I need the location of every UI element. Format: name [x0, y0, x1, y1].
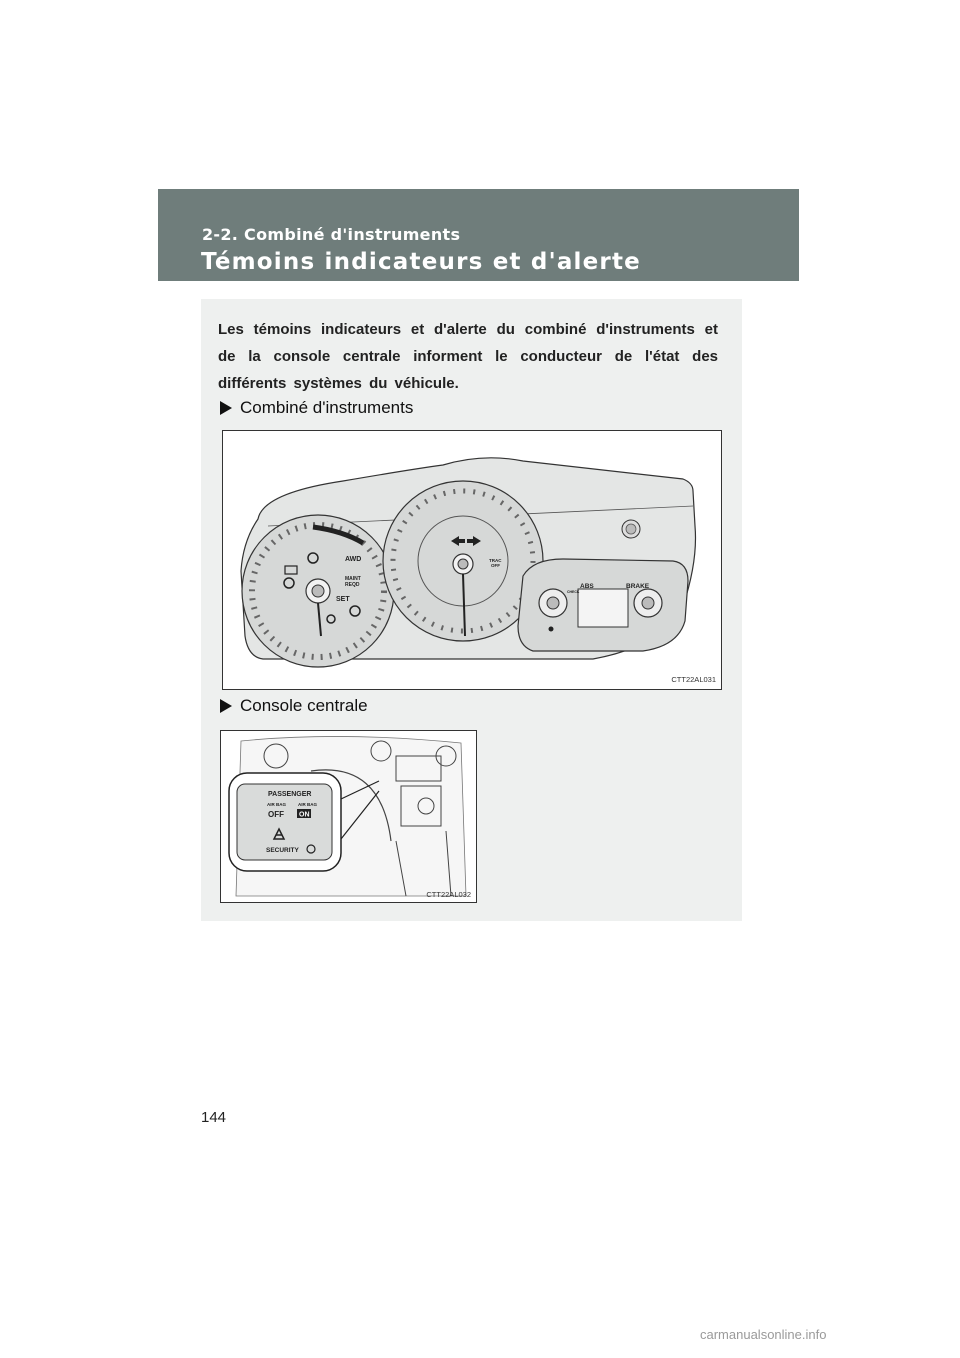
air-bag-on-caption: AIR BAG — [298, 802, 317, 807]
bullet-label: Combiné d'instruments — [240, 398, 414, 417]
awd-label: AWD — [345, 556, 362, 563]
on-label: ON — [299, 811, 310, 819]
off-label: OFF — [268, 810, 284, 819]
page-title: Témoins indicateurs et d'alerte — [201, 249, 641, 275]
reqd-label: REQD — [345, 582, 360, 588]
watermark: carmanualsonline.info — [700, 1327, 827, 1342]
bullet-center-console — [220, 696, 368, 716]
abs-label: ABS — [580, 583, 594, 590]
figure-code: CTT22AL031 — [671, 675, 716, 684]
triangle-bullet-icon — [220, 401, 232, 415]
brake-label: BRAKE — [626, 583, 650, 590]
bullet-label: Console centrale — [240, 696, 368, 715]
bullet-instrument-cluster — [220, 398, 413, 418]
passenger-label: PASSENGER — [268, 791, 312, 798]
maint-label: MAINT — [345, 576, 361, 582]
intro-paragraph: Les témoins indicateurs et d'alerte du combiné d'instruments et de la console centrale informent le conducteur de l'état des différents systèmes du véhicule. — [218, 321, 718, 392]
center-console-figure — [220, 730, 477, 903]
trac-off-label: OFF — [491, 563, 500, 568]
odometer-display — [578, 589, 628, 627]
air-bag-off-caption: AIR BAG — [267, 802, 286, 807]
instrument-cluster-figure — [222, 430, 722, 690]
figure-code: CTT22AL032 — [426, 890, 471, 899]
page-number: 144 — [201, 1109, 227, 1126]
triangle-bullet-icon — [220, 699, 232, 713]
check-label: CHECK — [567, 590, 580, 594]
security-label: SECURITY — [266, 847, 299, 854]
trac-label: TRAC — [489, 558, 502, 563]
section-label: 2-2. Combiné d'instruments — [202, 225, 461, 244]
set-label: SET — [336, 596, 350, 603]
